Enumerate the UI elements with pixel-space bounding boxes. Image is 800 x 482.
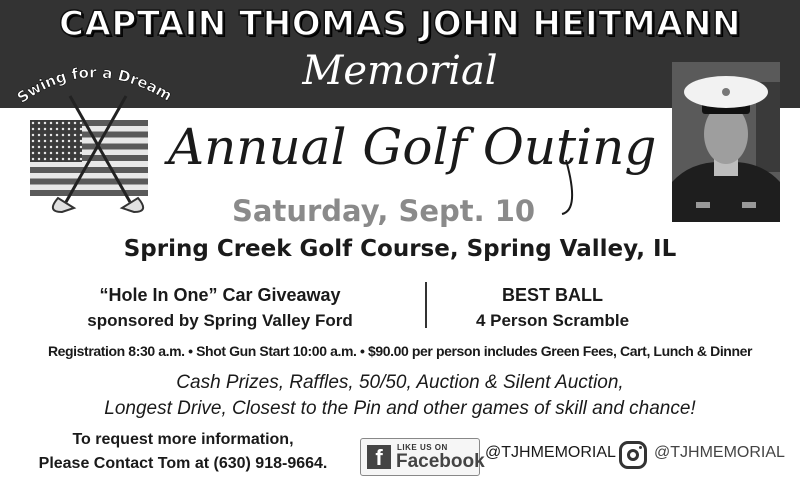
marine-portrait-photo [672, 62, 780, 222]
title-swoosh [560, 140, 640, 220]
giveaway-block [40, 283, 400, 333]
facebook-like-label: LIKE US ON [397, 443, 448, 452]
format-title: BEST BALL [502, 285, 603, 305]
contact-line-1: To request more information, [72, 431, 294, 448]
column-divider [425, 282, 427, 328]
prizes-block [0, 370, 800, 422]
instagram-lens [627, 449, 639, 461]
instagram-handle[interactable]: @TJHMEMORIAL [654, 444, 785, 461]
event-venue: Spring Creek Golf Course, Spring Valley, IL [123, 236, 677, 262]
main-title: CAPTAIN THOMAS JOHN HEITMANN [59, 4, 741, 44]
instagram-dot [639, 446, 642, 449]
prizes-line-1: Cash Prizes, Raffles, 50/50, Auction & Silent Auction, [176, 372, 624, 393]
contact-block [18, 428, 348, 476]
facebook-icon: f [367, 445, 391, 469]
memorial-subtitle: Memorial [302, 48, 498, 94]
instagram-icon[interactable] [619, 441, 647, 469]
facebook-handle[interactable]: @TJHMEMORIAL [485, 444, 616, 461]
contact-line-2: Please Contact Tom at (630) 918-9664. [38, 455, 328, 472]
event-date: Saturday, Sept. 10 [232, 194, 536, 228]
format-block [445, 283, 660, 333]
prizes-line-2: Longest Drive, Closest to the Pin and other games of skill and chance! [104, 398, 696, 419]
format-detail: 4 Person Scramble [475, 311, 630, 330]
tagline-text: Swing for a Dream [13, 63, 176, 107]
event-title: Annual Golf Outing [168, 118, 657, 176]
golf-clubs-icon [28, 90, 168, 220]
facebook-brand-label: Facebook [396, 451, 485, 472]
giveaway-title: “Hole In One” Car Giveaway [99, 285, 341, 305]
giveaway-sponsor: sponsored by Spring Valley Ford [87, 311, 353, 330]
facebook-badge[interactable] [360, 438, 485, 476]
registration-details: Registration 8:30 a.m. • Shot Gun Start 10:00 a.m. • $90.00 per person includes Green Fees, Cart, Lunch & Dinner [47, 343, 753, 359]
